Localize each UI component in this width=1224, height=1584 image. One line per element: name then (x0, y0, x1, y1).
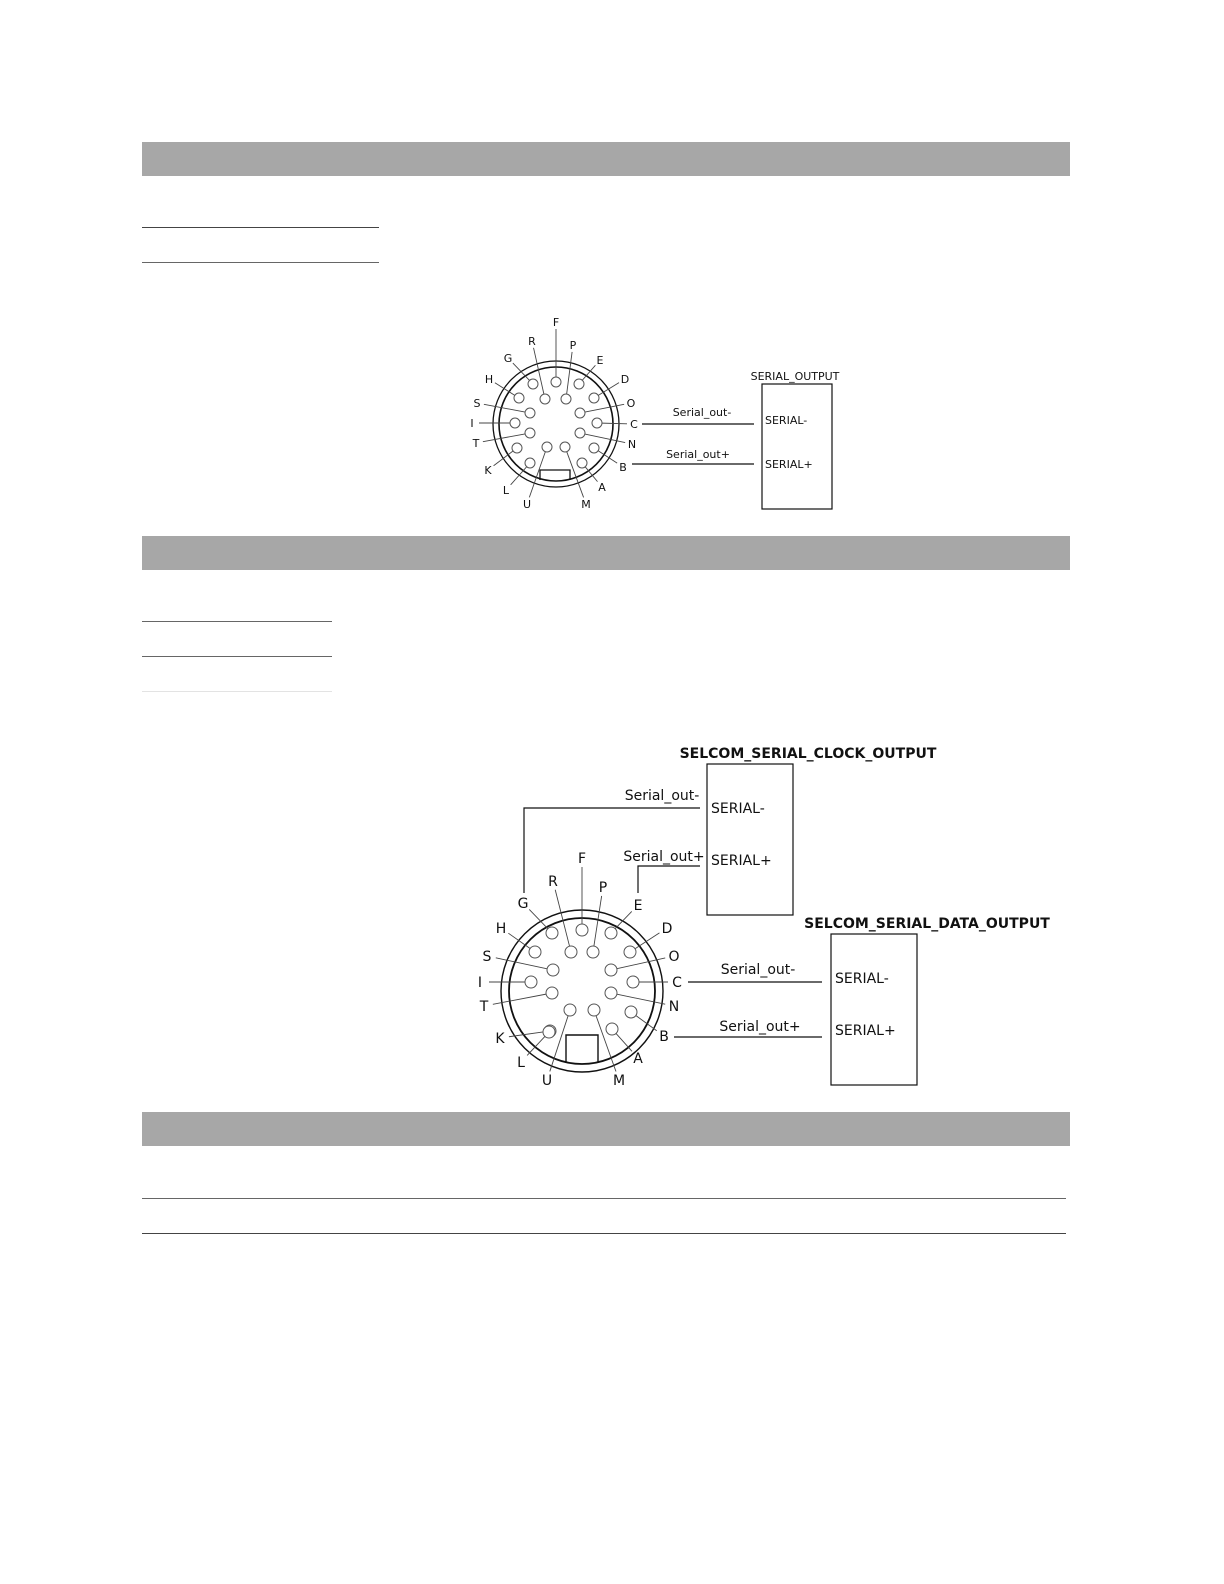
port-label-serial-minus: SERIAL- (765, 414, 808, 427)
connector-pin-b (589, 443, 599, 453)
connector-pin-f (551, 377, 561, 387)
pin-label-a: A (598, 480, 606, 494)
connector-pin-i (510, 418, 520, 428)
pin-label-o: O (626, 396, 636, 410)
connector-wiring-diagram-2 (478, 746, 1050, 1089)
wire-clock-serial-plus (638, 866, 700, 893)
wire-label-serial-out-minus: Serial_out- (672, 406, 732, 419)
connector-pin-m (560, 442, 570, 452)
pin-label-b: B (619, 460, 627, 474)
connector-pin-u (564, 1004, 576, 1016)
connector-pin-a (606, 1023, 618, 1035)
pin-label-n: N (668, 998, 680, 1015)
connector-pin-d (624, 946, 636, 958)
pin-label-o: O (668, 948, 680, 965)
connector-pin-g (528, 379, 538, 389)
connector-pin-n (605, 987, 617, 999)
pin-leader-line (635, 933, 659, 949)
data-output-box (804, 916, 1050, 1085)
connector-pin-p (587, 946, 599, 958)
connector-pin-t (525, 428, 535, 438)
box-title: SELCOM_SERIAL_DATA_OUTPUT (804, 916, 1050, 932)
connector-wiring-diagram-1 (470, 316, 839, 511)
wire-label-serial-out-minus: Serial_out- (720, 962, 796, 978)
wires (632, 406, 754, 464)
pin-label-c: C (630, 417, 638, 431)
pin-label-h: H (495, 920, 507, 937)
pin-label-e: E (633, 897, 643, 914)
pin-label-s: S (473, 396, 481, 410)
connector-pin-m (588, 1004, 600, 1016)
connector-pin-g (546, 927, 558, 939)
pin-leader-line (483, 434, 525, 442)
pin-label-d: D (620, 372, 630, 386)
connector-pin-h (529, 946, 541, 958)
box-title: SERIAL_OUTPUT (750, 370, 840, 383)
pin-label-r: R (528, 334, 536, 348)
pin-leader-line (508, 933, 530, 948)
pin-label-f: F (552, 315, 560, 329)
pin-leader-line (617, 994, 665, 1004)
connector-pin-s (547, 964, 559, 976)
pin-label-u: U (522, 497, 532, 511)
connector-pin-o (605, 964, 617, 976)
connector-pin-u (542, 442, 552, 452)
pin-label-c: C (672, 974, 682, 991)
port-label-serial-plus: SERIAL+ (835, 1023, 896, 1039)
pin-label-m: M (612, 1072, 626, 1089)
connector-pin-a (577, 458, 587, 468)
pin-label-d: D (661, 920, 673, 937)
pin-label-f: F (577, 850, 587, 867)
pin-label-u: U (541, 1072, 553, 1089)
clock-output-box (680, 746, 937, 915)
pin-leader-line (615, 911, 632, 928)
pin-leader-line (513, 363, 530, 380)
pin-leader-line (567, 352, 572, 394)
pin-label-i: I (477, 974, 483, 991)
pin-label-n: N (627, 437, 637, 451)
pin-label-e: E (596, 353, 604, 367)
connector-pin-k (512, 443, 522, 453)
pin-leader-line (636, 1016, 657, 1031)
connector-pin-c (592, 418, 602, 428)
pin-label-g: G (517, 895, 529, 912)
connector-pin-f (576, 924, 588, 936)
box-title: SELCOM_SERIAL_CLOCK_OUTPUT (679, 746, 937, 762)
pin-label-t: T (472, 436, 480, 450)
connector-pin-d (589, 393, 599, 403)
connector-pin-b (625, 1006, 637, 1018)
pin-label-l: L (517, 1054, 525, 1071)
connector-pin-n (575, 428, 585, 438)
pin-label-g: G (503, 351, 513, 365)
connector-pin-o (575, 408, 585, 418)
connector-pin-i (525, 976, 537, 988)
pin-label-l: L (502, 483, 510, 497)
pin-label-t: T (479, 998, 489, 1015)
connector-pin-e (605, 927, 617, 939)
pin-label-k: K (484, 463, 492, 477)
connector-pin-s (525, 408, 535, 418)
connector-pin-h (514, 393, 524, 403)
connector-pin-t (546, 987, 558, 999)
pin-label-m: M (581, 497, 591, 511)
pin-label-i: I (470, 416, 474, 430)
pin-leader-line (484, 404, 525, 412)
wire-label-serial-out-plus: Serial_out+ (666, 448, 730, 461)
pin-label-s: S (482, 948, 492, 965)
port-label-serial-minus: SERIAL- (835, 971, 889, 987)
connector-pin-c (627, 976, 639, 988)
wire-label-serial-out-minus: Serial_out- (624, 788, 700, 804)
pin-leader-line (585, 434, 625, 443)
pin-label-k: K (495, 1030, 505, 1047)
pin-label-p: P (598, 879, 608, 896)
port-label-serial-plus: SERIAL+ (711, 853, 772, 869)
connector-pin-l (525, 458, 535, 468)
pin-label-p: P (569, 338, 577, 352)
connector-pin-e (574, 379, 584, 389)
port-label-serial-plus: SERIAL+ (765, 458, 813, 471)
pin-leader-line (598, 451, 617, 463)
pin-leader-line (496, 958, 547, 969)
serial-output-box (751, 370, 840, 509)
pin-label-a: A (633, 1050, 643, 1067)
pin-label-h: H (484, 372, 494, 386)
wire-label-serial-out-plus: Serial_out+ (719, 1019, 801, 1035)
connector-pin-p (561, 394, 571, 404)
pin-leader-line (616, 1033, 632, 1051)
connector-pin-r (565, 946, 577, 958)
port-label-serial-minus: SERIAL- (711, 801, 765, 817)
connector-pin-r (540, 394, 550, 404)
pin-label-b: B (659, 1028, 669, 1045)
connector-pin-l (543, 1026, 555, 1038)
pin-leader-line (602, 423, 627, 424)
pin-leader-line (555, 890, 569, 946)
pin-label-r: R (548, 873, 558, 890)
wire-label-serial-out-plus: Serial_out+ (623, 849, 705, 865)
